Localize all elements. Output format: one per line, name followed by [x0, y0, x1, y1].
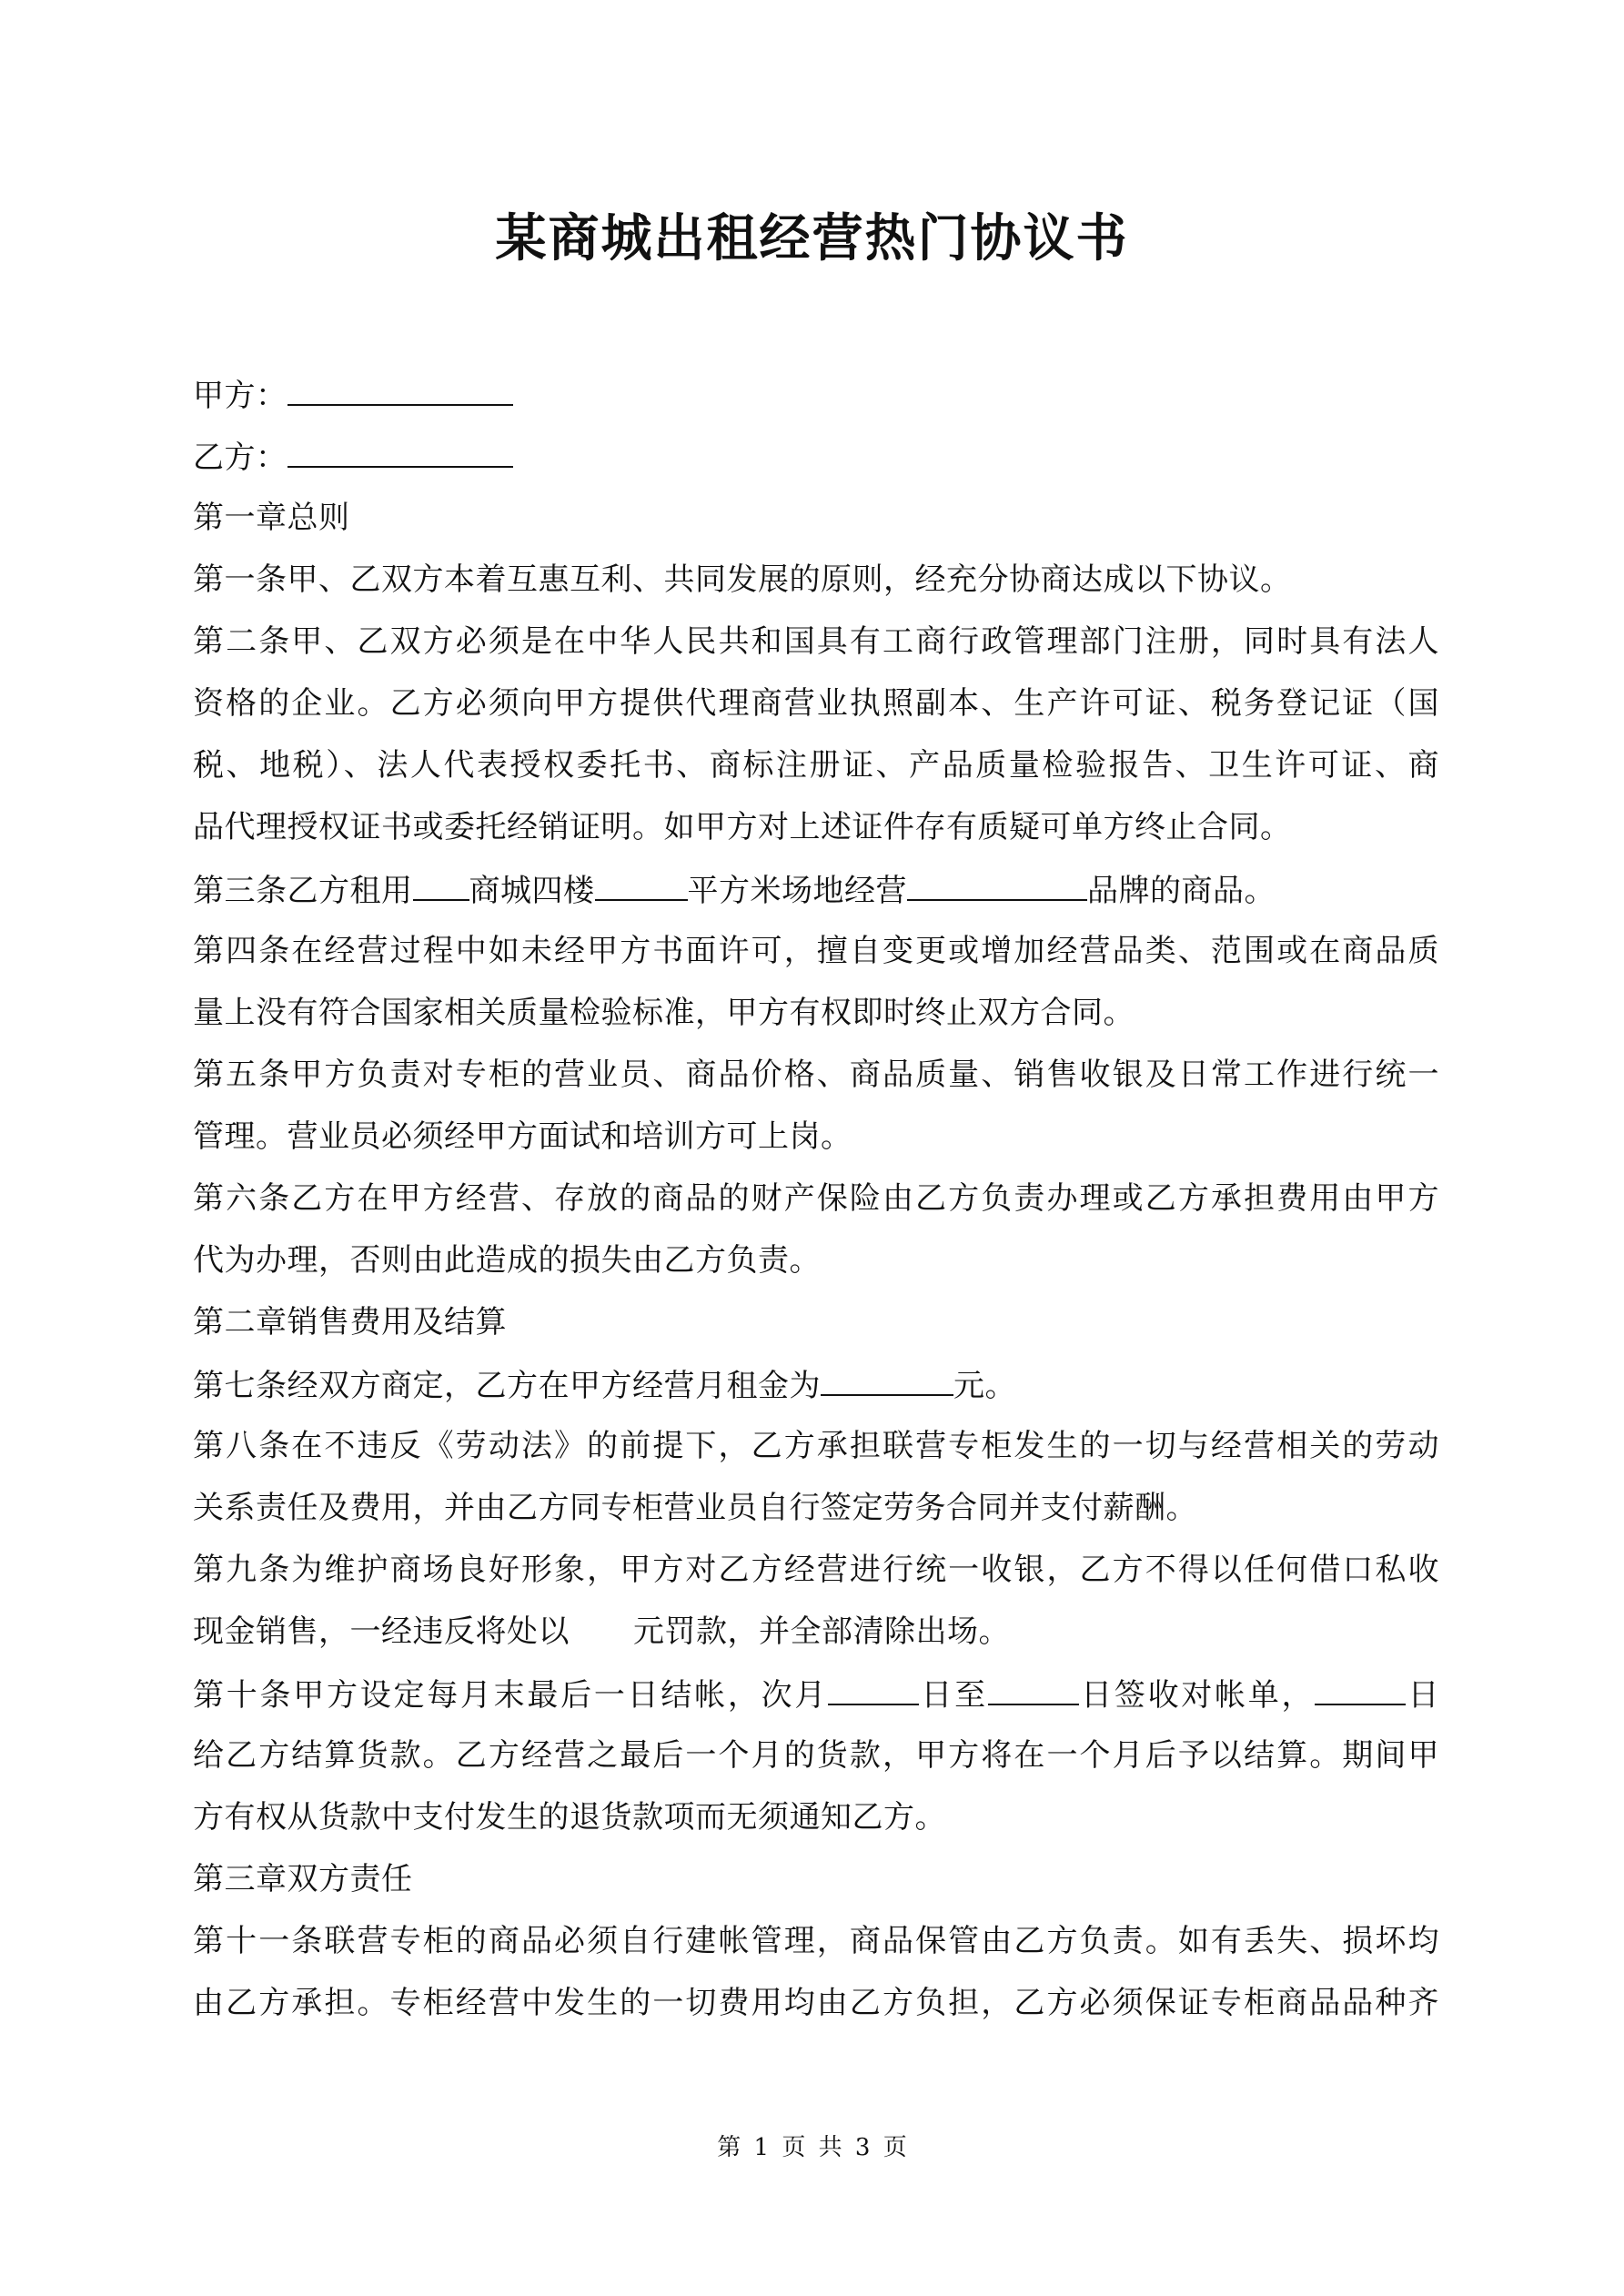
- article-8-line-2: 关系责任及费用，并由乙方同专柜营业员自行签定劳务合同并支付薪酬。: [193, 1490, 1197, 1526]
- article-4-line-2: 量上没有符合国家相关质量检验标准，甲方有权即时终止双方合同。: [193, 995, 1135, 1031]
- article-2-line-2: 资格的企业。乙方必须向甲方提供代理商营业执照副本、生产许可证、税务登记证（国: [193, 685, 1439, 722]
- party-a-label: 甲方：: [193, 378, 287, 414]
- article-1: 第一条甲、乙双方本着互惠互利、共同发展的原则，经充分协商达成以下协议。: [193, 561, 1292, 598]
- article-11-line-2: 由乙方承担。专柜经营中发生的一切费用均由乙方负担，乙方必须保证专柜商品品种齐: [193, 1985, 1439, 2021]
- party-b-blank: [287, 439, 513, 468]
- article-10-text-d: 日: [1406, 1677, 1440, 1714]
- page-number-footer: 第 1 页 共 3 页: [717, 2134, 907, 2161]
- article-3-blank-1: [413, 872, 469, 901]
- article-3-text-a: 第三条乙方租用: [193, 873, 413, 909]
- article-10-blank-1: [828, 1676, 919, 1705]
- party-b-line: [193, 439, 1439, 476]
- article-10-text-c: 日签收对帐单，: [1078, 1677, 1316, 1714]
- article-6-line-1: 第六条乙方在甲方经营、存放的商品的财产保险由乙方负责办理或乙方承担费用由甲方: [193, 1180, 1439, 1217]
- article-10-line-1: [193, 1676, 1440, 1714]
- article-5-line-2: 管理。营业员必须经甲方面试和培训方可上岗。: [193, 1118, 852, 1155]
- article-9-text-b: 元罚款，并全部清除出场。: [633, 1613, 1010, 1650]
- article-10-blank-3: [1315, 1676, 1406, 1705]
- party-a-line: [193, 377, 1439, 414]
- article-7-blank: [821, 1367, 953, 1396]
- article-2-line-1: 第二条甲、乙双方必须是在中华人民共和国具有工商行政管理部门注册，同时具有法人: [193, 623, 1439, 660]
- article-10-text-a: 第十条甲方设定每月末最后一日结帐，次月: [193, 1677, 829, 1714]
- chapter-3-heading: 第三章双方责任: [193, 1861, 413, 1897]
- article-8-line-1: 第八条在不违反《劳动法》的前提下，乙方承担联营专柜发生的一切与经营相关的劳动: [193, 1428, 1439, 1464]
- article-2-line-4: 品代理授权证书或委托经销证明。如甲方对上述证件存有质疑可单方终止合同。: [193, 809, 1292, 845]
- chapter-2-heading: 第二章销售费用及结算: [193, 1304, 507, 1340]
- article-7: [193, 1367, 1439, 1404]
- document-title: 某商城出租经营热门协议书: [495, 208, 1129, 268]
- article-10-line-2: 给乙方结算货款。乙方经营之最后一个月的货款，甲方将在一个月后予以结算。期间甲: [193, 1737, 1439, 1774]
- article-3-text-c: 平方米场地经营: [687, 873, 907, 909]
- article-10-line-3: 方有权从货款中支付发生的退货款项而无须通知乙方。: [193, 1799, 946, 1836]
- article-2-line-3: 税、地税）、法人代表授权委托书、商标注册证、产品质量检验报告、卫生许可证、商: [193, 747, 1439, 784]
- article-3: [193, 872, 1439, 909]
- article-7-text-b: 元。: [953, 1368, 1016, 1404]
- article-10-text-b: 日至: [919, 1677, 988, 1714]
- article-3-blank-3: [907, 872, 1087, 901]
- article-11-line-1: 第十一条联营专柜的商品必须自行建帐管理，商品保管由乙方负责。如有丢失、损坏均: [193, 1923, 1439, 1959]
- chapter-1-heading: 第一章总则: [193, 500, 350, 536]
- document-body: [193, 377, 1439, 2048]
- article-10-blank-2: [988, 1676, 1079, 1705]
- article-3-text-b: 商城四楼: [469, 873, 595, 909]
- article-3-blank-2: [595, 872, 688, 901]
- article-9-line-1: 第九条为维护商场良好形象，甲方对乙方经营进行统一收银，乙方不得以任何借口私收: [193, 1552, 1439, 1588]
- article-9-line-2: [193, 1614, 1439, 1649]
- party-b-label: 乙方：: [193, 440, 287, 476]
- article-9-text-a: 现金销售，一经违反将处以: [193, 1613, 570, 1650]
- party-a-blank: [287, 377, 513, 406]
- article-4-line-1: 第四条在经营过程中如未经甲方书面许可，擅自变更或增加经营品类、范围或在商品质: [193, 933, 1439, 969]
- article-3-text-d: 品牌的商品。: [1087, 873, 1276, 909]
- article-5-line-1: 第五条甲方负责对专柜的营业员、商品价格、商品质量、销售收银及日常工作进行统一: [193, 1057, 1439, 1093]
- article-7-text-a: 第七条经双方商定，乙方在甲方经营月租金为: [193, 1368, 821, 1404]
- article-6-line-2: 代为办理，否则由此造成的损失由乙方负责。: [193, 1242, 821, 1279]
